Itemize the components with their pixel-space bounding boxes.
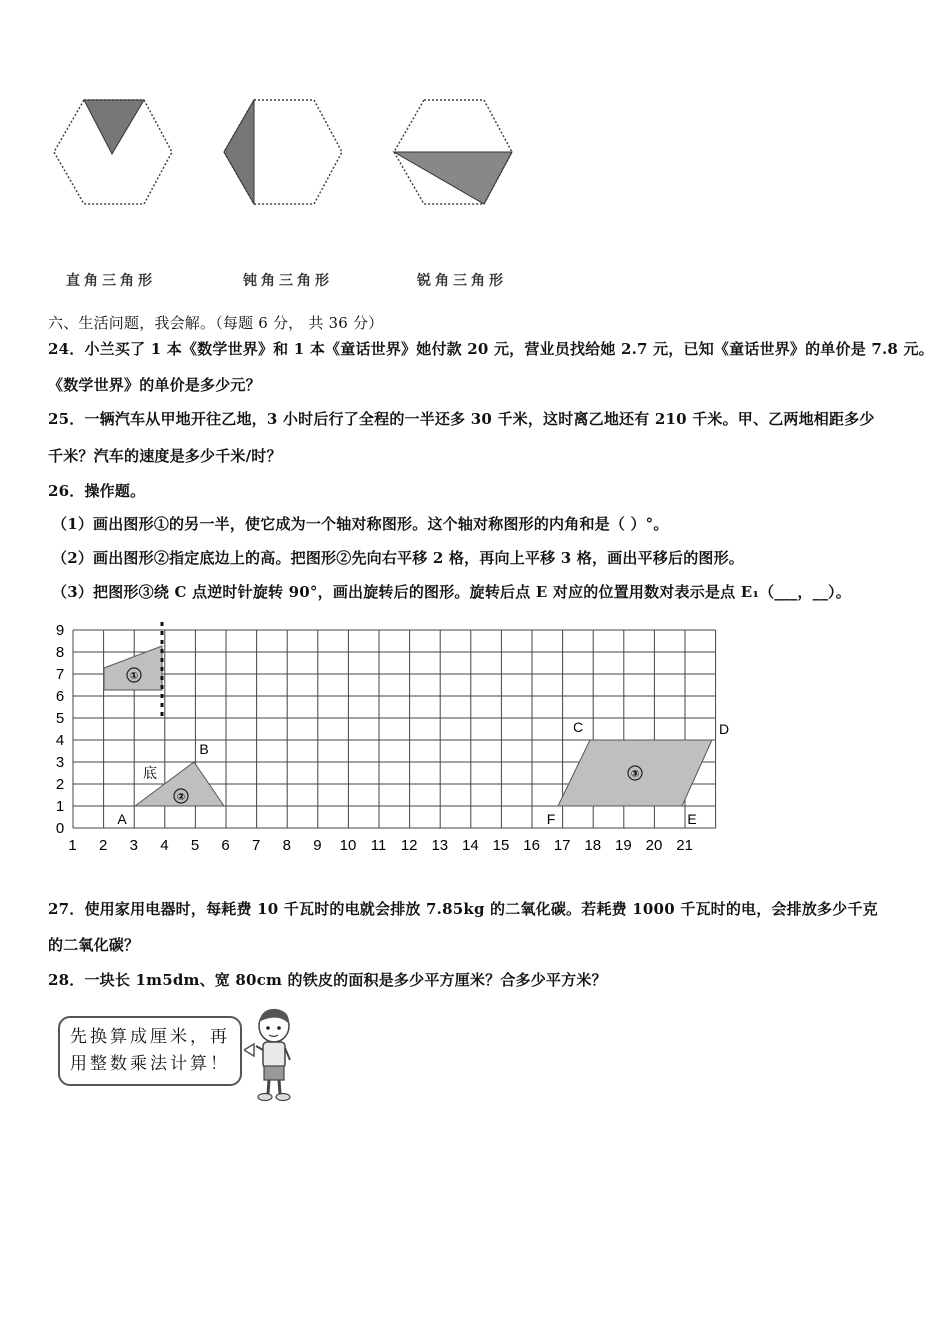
x-axis-labels	[68, 837, 693, 854]
x-tick-label: 15	[492, 837, 510, 854]
hint-line-2: 用整数乘法计算！	[70, 1054, 230, 1074]
q26-part2: （2）画出图形②指定底边上的高。把图形②先向右平移 2 格，再向上平移 3 格，画出平移后的图形。	[52, 549, 745, 567]
x-tick-label: 14	[462, 837, 479, 854]
shape-1-label: ①	[129, 671, 139, 682]
hint-bubble	[58, 1016, 242, 1086]
x-tick-label: 19	[615, 837, 632, 854]
x-tick-label: 13	[431, 837, 449, 854]
y-tick-label: 9	[55, 622, 65, 639]
shape-3-label: ③	[630, 769, 640, 780]
x-tick-label: 9	[313, 837, 322, 854]
y-tick-label: 1	[55, 798, 65, 815]
x-tick-label: 16	[523, 837, 540, 854]
y-axis-labels	[56, 622, 64, 837]
q26-part3: （3）把图形③绕 C 点逆时针旋转 90°，画出旋转后的图形。旋转后点 E 对应的位置用数对表示是点 E₁（___，__）。	[52, 583, 851, 601]
y-tick-label: 3	[55, 754, 65, 771]
hint-line-1: 先换算成厘米，再	[70, 1027, 230, 1047]
x-tick-label: 11	[370, 837, 387, 854]
hexagon-figures	[40, 90, 540, 220]
coordinate-grid	[40, 612, 770, 862]
x-tick-label: 17	[553, 837, 571, 854]
y-tick-label: 5	[55, 710, 65, 727]
x-tick-label: 12	[400, 837, 418, 854]
boy-illustration	[244, 1006, 300, 1106]
hexagon-caption-1: 直角三角形	[66, 273, 156, 289]
q26-part1: （1）画出图形①的另一半，使它成为一个轴对称图形。这个轴对称图形的内角和是（ ）°。	[52, 515, 669, 533]
point-c-label: C	[572, 719, 584, 735]
x-tick-label: 4	[160, 837, 169, 854]
y-tick-label: 7	[55, 666, 65, 683]
y-tick-label: 4	[55, 732, 65, 749]
x-tick-label: 20	[645, 837, 663, 854]
y-tick-label: 8	[55, 644, 65, 661]
point-f-label: F	[546, 811, 556, 827]
hexagon-acute-triangle	[394, 100, 512, 204]
y-tick-label: 6	[55, 688, 65, 705]
x-tick-label: 7	[252, 837, 261, 854]
x-tick-label: 5	[190, 837, 200, 854]
point-d-label: D	[718, 721, 730, 737]
q24-line2: 《数学世界》的单价是多少元？	[48, 376, 261, 394]
x-tick-label: 21	[676, 837, 693, 854]
point-e-label: E	[687, 811, 697, 827]
x-tick-label: 1	[68, 837, 77, 854]
q28-line1: 28．一块长 1m5dm、宽 80cm 的铁皮的面积是多少平方厘米？合多少平方米？	[48, 971, 607, 989]
point-b-label: B	[199, 741, 209, 757]
hexagon-caption-2: 钝角三角形	[243, 273, 333, 289]
hexagon-caption-3: 锐角三角形	[417, 273, 507, 289]
section-title: 六、生活问题，我会解。（每题 6 分， 共 36 分）	[48, 314, 384, 332]
y-tick-label: 0	[55, 820, 65, 837]
x-tick-label: 10	[339, 837, 357, 854]
x-tick-label: 8	[282, 837, 291, 854]
q24-line1: 24．小兰买了 1 本《数学世界》和 1 本《童话世界》她付款 20 元，营业员找给她 2.7 元，已知《童话世界》的单价是 7.8 元。	[48, 340, 934, 358]
hexagon-right-triangle	[54, 100, 172, 204]
y-tick-label: 2	[55, 776, 65, 793]
q27-line1: 27．使用家用电器时，每耗费 10 千瓦时的电就会排放 7.85kg 的二氧化碳。若耗费 1000 千瓦时的电，会排放多少千克	[48, 900, 878, 918]
q26-title: 26．操作题。	[48, 482, 146, 500]
x-tick-label: 2	[99, 837, 108, 854]
q27-line2: 的二氧化碳？	[48, 936, 140, 954]
q25-line2: 千米？汽车的速度是多少千米/时？	[48, 447, 282, 465]
point-a-label: A	[117, 811, 127, 827]
base-label: 底	[143, 765, 157, 781]
x-tick-label: 3	[129, 837, 138, 854]
shape-2-label: ②	[176, 792, 186, 803]
q25-line1: 25．一辆汽车从甲地开往乙地，3 小时后行了全程的一半还多 30 千米，这时离乙地还有 210 千米。甲、乙两地相距多少	[48, 410, 875, 428]
hexagon-obtuse-triangle	[224, 100, 342, 204]
x-tick-label: 18	[584, 837, 602, 854]
x-tick-label: 6	[221, 837, 230, 854]
